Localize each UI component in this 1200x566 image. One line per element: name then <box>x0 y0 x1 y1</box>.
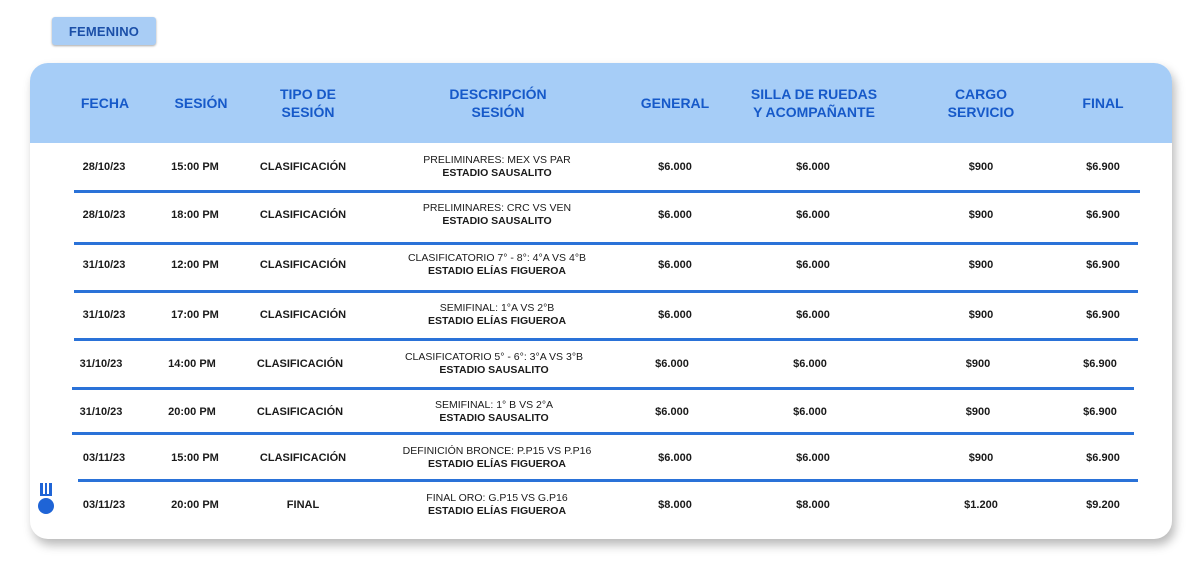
table-row <box>30 291 1172 339</box>
cell-tipo: CLASIFICACIÓN <box>256 406 344 418</box>
cell-fecha: 03/11/23 <box>82 499 126 511</box>
cell-final: $6.900 <box>1086 452 1120 464</box>
cell-sesion: 15:00 PM <box>171 452 219 464</box>
cell-silla-ruedas: $6.000 <box>796 209 830 221</box>
cell-cargo: $900 <box>968 309 994 321</box>
cell-sesion: 20:00 PM <box>168 406 216 418</box>
description-match: DEFINICIÓN BRONCE: P.P15 VS P.P16 <box>402 445 592 457</box>
row-separator <box>74 190 1140 193</box>
cell-descripcion <box>423 143 570 191</box>
cell-silla-ruedas: $6.000 <box>793 358 827 370</box>
cell-general: $8.000 <box>658 499 692 511</box>
cell-sesion: 20:00 PM <box>171 499 219 511</box>
description-venue: ESTADIO ELÍAS FIGUEROA <box>427 265 567 277</box>
cell-general: $6.000 <box>658 452 692 464</box>
cell-general: $6.000 <box>658 259 692 271</box>
description-match: PRELIMINARES: MEX VS PAR <box>423 154 571 166</box>
cell-final: $6.900 <box>1083 406 1117 418</box>
cell-final: $6.900 <box>1086 161 1120 173</box>
cell-descripcion <box>426 481 567 529</box>
cell-cargo: $900 <box>965 358 991 370</box>
category-badge-femenino: FEMENINO <box>52 17 156 45</box>
table-row <box>30 339 1172 389</box>
column-header-tipo-sesion: TIPO DE SESIÓN <box>279 86 337 120</box>
description-match: FINAL ORO: G.P15 VS G.P16 <box>426 492 568 504</box>
cell-descripcion <box>428 291 566 339</box>
cell-tipo: CLASIFICACIÓN <box>256 358 344 370</box>
row-separator <box>72 432 1134 435</box>
cell-general: $6.000 <box>658 309 692 321</box>
cell-fecha: 28/10/23 <box>82 161 126 173</box>
table-header <box>30 63 1172 143</box>
medal-icon <box>37 482 55 516</box>
cell-cargo: $900 <box>965 406 991 418</box>
cell-descripcion <box>403 435 592 481</box>
row-separator <box>74 290 1138 293</box>
cell-descripcion <box>423 191 571 239</box>
description-venue: ESTADIO SAUSALITO <box>439 412 549 424</box>
row-separator <box>74 338 1138 341</box>
cell-final: $6.900 <box>1086 209 1120 221</box>
description-venue: ESTADIO ELÍAS FIGUEROA <box>427 458 567 470</box>
cell-silla-ruedas: $6.000 <box>796 161 830 173</box>
cell-silla-ruedas: $6.000 <box>793 406 827 418</box>
column-header-sesion: SESIÓN <box>174 95 228 111</box>
cell-sesion: 18:00 PM <box>171 209 219 221</box>
cell-fecha: 31/10/23 <box>79 358 123 370</box>
table-row <box>30 239 1172 291</box>
table-row <box>30 143 1172 191</box>
price-table-card <box>30 63 1172 539</box>
cell-tipo: CLASIFICACIÓN <box>259 209 347 221</box>
cell-final: $6.900 <box>1083 358 1117 370</box>
cell-final: $9.200 <box>1086 499 1120 511</box>
cell-cargo: $1.200 <box>964 499 998 511</box>
column-header-silla-ruedas: SILLA DE RUEDAS Y ACOMPAÑANTE <box>750 86 878 120</box>
cell-cargo: $900 <box>968 259 994 271</box>
cell-general: $6.000 <box>655 358 689 370</box>
cell-silla-ruedas: $8.000 <box>796 499 830 511</box>
table-row <box>30 389 1172 435</box>
column-header-cargo-servicio: CARGO SERVICIO <box>947 86 1015 120</box>
description-match: CLASIFICATORIO 7° - 8°: 4°A VS 4°B <box>407 252 587 264</box>
cell-cargo: $900 <box>968 209 994 221</box>
cell-tipo: CLASIFICACIÓN <box>259 309 347 321</box>
cell-fecha: 31/10/23 <box>82 309 126 321</box>
row-separator <box>78 479 1138 482</box>
cell-descripcion <box>408 239 586 291</box>
cell-sesion: 14:00 PM <box>168 358 216 370</box>
cell-tipo: CLASIFICACIÓN <box>259 161 347 173</box>
column-header-general: GENERAL <box>640 95 710 111</box>
description-venue: ESTADIO ELÍAS FIGUEROA <box>427 505 567 517</box>
row-separator <box>72 387 1134 390</box>
table-row <box>30 435 1172 481</box>
cell-sesion: 12:00 PM <box>171 259 219 271</box>
cell-silla-ruedas: $6.000 <box>796 452 830 464</box>
column-header-fecha: FECHA <box>80 95 130 111</box>
cell-cargo: $900 <box>968 452 994 464</box>
description-venue: ESTADIO SAUSALITO <box>442 215 552 227</box>
description-match: CLASIFICATORIO 5° - 6°: 3°A VS 3°B <box>404 351 584 363</box>
cell-cargo: $900 <box>968 161 994 173</box>
cell-tipo: FINAL <box>286 499 320 511</box>
cell-fecha: 03/11/23 <box>82 452 126 464</box>
description-venue: ESTADIO SAUSALITO <box>439 364 549 376</box>
cell-fecha: 31/10/23 <box>79 406 123 418</box>
cell-tipo: CLASIFICACIÓN <box>259 452 347 464</box>
cell-final: $6.900 <box>1086 309 1120 321</box>
cell-sesion: 15:00 PM <box>171 161 219 173</box>
table-row <box>30 481 1172 529</box>
row-separator <box>74 242 1138 245</box>
cell-fecha: 28/10/23 <box>82 209 126 221</box>
cell-final: $6.900 <box>1086 259 1120 271</box>
description-match: PRELIMINARES: CRC VS VEN <box>422 202 572 214</box>
column-header-descripcion: DESCRIPCIÓN SESIÓN <box>449 86 547 120</box>
cell-general: $6.000 <box>655 406 689 418</box>
description-match: SEMIFINAL: 1°A VS 2°B <box>439 302 555 314</box>
cell-general: $6.000 <box>658 209 692 221</box>
cell-silla-ruedas: $6.000 <box>796 309 830 321</box>
description-venue: ESTADIO SAUSALITO <box>442 167 552 179</box>
description-venue: ESTADIO ELÍAS FIGUEROA <box>427 315 567 327</box>
description-match: SEMIFINAL: 1° B VS 2°A <box>434 399 554 411</box>
cell-descripcion <box>435 389 553 435</box>
cell-fecha: 31/10/23 <box>82 259 126 271</box>
column-header-final: FINAL <box>1082 95 1124 111</box>
table-row <box>30 191 1172 239</box>
cell-descripcion <box>405 339 583 389</box>
cell-sesion: 17:00 PM <box>171 309 219 321</box>
cell-general: $6.000 <box>658 161 692 173</box>
cell-silla-ruedas: $6.000 <box>796 259 830 271</box>
cell-tipo: CLASIFICACIÓN <box>259 259 347 271</box>
